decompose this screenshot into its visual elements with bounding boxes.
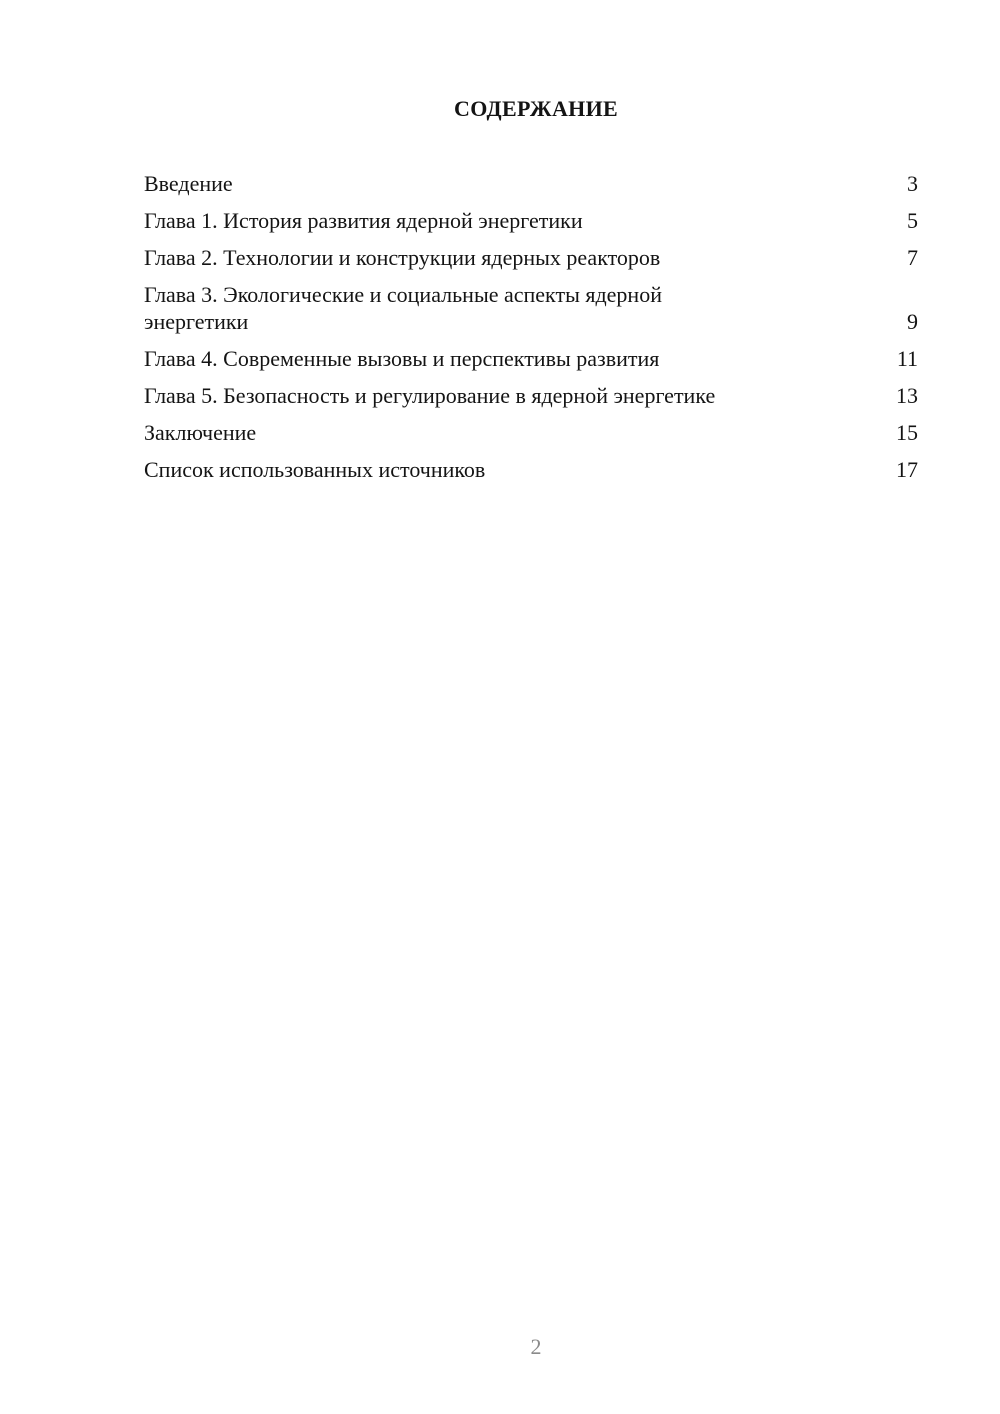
toc-entry-chapter-1[interactable] bbox=[144, 207, 920, 234]
title-container bbox=[0, 96, 1000, 122]
toc-title: СОДЕРЖАНИЕ bbox=[454, 96, 618, 121]
toc-entry-page: 5 bbox=[907, 208, 918, 233]
toc-entry-conclusion[interactable] bbox=[144, 419, 920, 446]
toc-entry-label: Глава 4. Современные вызовы и перспективы развития bbox=[144, 346, 660, 371]
toc-entry-label: Заключение bbox=[144, 420, 257, 445]
toc-entry-page: 9 bbox=[907, 309, 918, 334]
toc-entry-label: Глава 5. Безопасность и регулирование в ядерной энергетике bbox=[144, 383, 716, 408]
toc-entry-label: Введение bbox=[144, 171, 233, 196]
toc-entry-references[interactable] bbox=[144, 456, 920, 483]
toc-entry-page: 15 bbox=[896, 420, 918, 445]
toc-entry-chapter-5[interactable] bbox=[144, 382, 920, 409]
toc-entry-page: 3 bbox=[907, 171, 918, 196]
toc-entry-label: Глава 1. История развития ядерной энергетики bbox=[144, 208, 583, 233]
toc-entry-page: 13 bbox=[896, 383, 918, 408]
toc-entry-label: Глава 3. Экологические и социальные аспекты ядерной энергетики bbox=[144, 282, 662, 334]
toc-entry-chapter-2[interactable] bbox=[144, 244, 920, 271]
toc-entry-page: 17 bbox=[896, 457, 918, 482]
toc-entry-label: Глава 2. Технологии и конструкции ядерных реакторов bbox=[144, 245, 661, 270]
toc-entry-page: 11 bbox=[896, 346, 918, 371]
toc-entry-label: Список использованных источников bbox=[144, 457, 486, 482]
toc-entry-page: 7 bbox=[907, 245, 918, 270]
table-of-contents bbox=[144, 170, 920, 493]
toc-entry-introduction[interactable] bbox=[144, 170, 920, 197]
toc-entry-chapter-3[interactable] bbox=[144, 281, 920, 335]
page-number: 2 bbox=[530, 1334, 542, 1359]
toc-entry-chapter-4[interactable] bbox=[144, 345, 920, 372]
